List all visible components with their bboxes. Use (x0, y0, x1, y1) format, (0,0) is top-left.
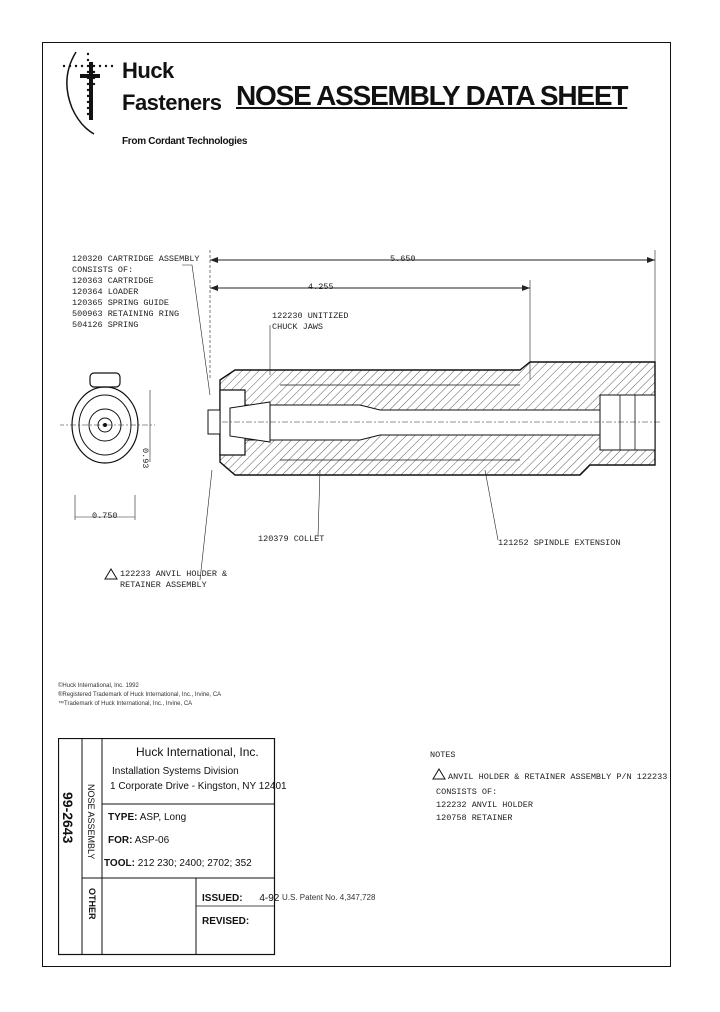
logo-line-1: Huck (122, 58, 174, 83)
huck-logo-icon (58, 48, 120, 140)
tool-label: TOOL: (104, 858, 135, 869)
legal-copyright: ©Huck International, Inc. 1992 (58, 683, 139, 689)
for-label: FOR: (108, 835, 133, 846)
notes-line-1: ANVIL HOLDER & RETAINER ASSEMBLY P/N 122233 (448, 772, 668, 782)
dim-width: 0.750 (92, 511, 118, 521)
spindle-callout: 121252 SPINDLE EXTENSION (498, 538, 621, 548)
cartridge-callout: 120320 CARTRIDGE ASSEMBLY CONSISTS OF: 120363 CARTRIDGE 120364 LOADER 120365 SPRING GUIDE 500963 RETAINING RING 504126 SPRING (72, 254, 200, 330)
doc-number: 99-2643 (60, 792, 76, 844)
category-label: NOSE ASSEMBLY (86, 784, 96, 860)
notes-warning-icon (432, 768, 446, 780)
division-name: Installation Systems Division (112, 766, 239, 777)
other-label: OTHER (87, 888, 97, 920)
notes-heading: NOTES (430, 750, 456, 760)
dim-height: 0.93 (140, 448, 150, 469)
type-label: TYPE: (108, 812, 138, 823)
for-value: ASP-06 (134, 835, 170, 846)
dim-overall-length: 5.650 (390, 254, 416, 264)
jaws-callout: 122230 UNITIZED CHUCK JAWS (272, 311, 349, 332)
logo-tagline: From Cordant Technologies (122, 136, 248, 147)
legal-registered: ®Registered Trademark of Huck International, Inc., Irvine, CA (58, 692, 222, 698)
page-title: NOSE ASSEMBLY DATA SHEET (236, 80, 628, 111)
anvil-callout: 122233 ANVIL HOLDER & RETAINER ASSEMBLY (120, 569, 228, 590)
warning-triangle-icon (104, 568, 118, 580)
issued-label: ISSUED: (202, 893, 243, 904)
logo-line-2: Fasteners (122, 90, 222, 115)
legal-trademark: ™Trademark of Huck International, Inc., Irvine, CA (58, 701, 193, 707)
revised-label: REVISED: (202, 916, 250, 927)
tool-value: 212 230; 2400; 2702; 352 (137, 858, 252, 869)
type-value: ASP, Long (139, 812, 187, 823)
dim-inner-length: 4.255 (308, 282, 334, 292)
company-name: Huck International, Inc. (136, 745, 259, 759)
collet-callout: 120379 COLLET (258, 534, 325, 544)
issued-value: 4-92 (259, 893, 280, 904)
notes-line-3: 122232 ANVIL HOLDER (436, 800, 533, 810)
patent-number: U.S. Patent No. 4,347,728 (282, 893, 376, 902)
company-address: 1 Corporate Drive - Kingston, NY 12401 (110, 781, 287, 792)
notes-line-2: CONSISTS OF: (436, 787, 498, 797)
notes-line-4: 120758 RETAINER (436, 813, 513, 823)
